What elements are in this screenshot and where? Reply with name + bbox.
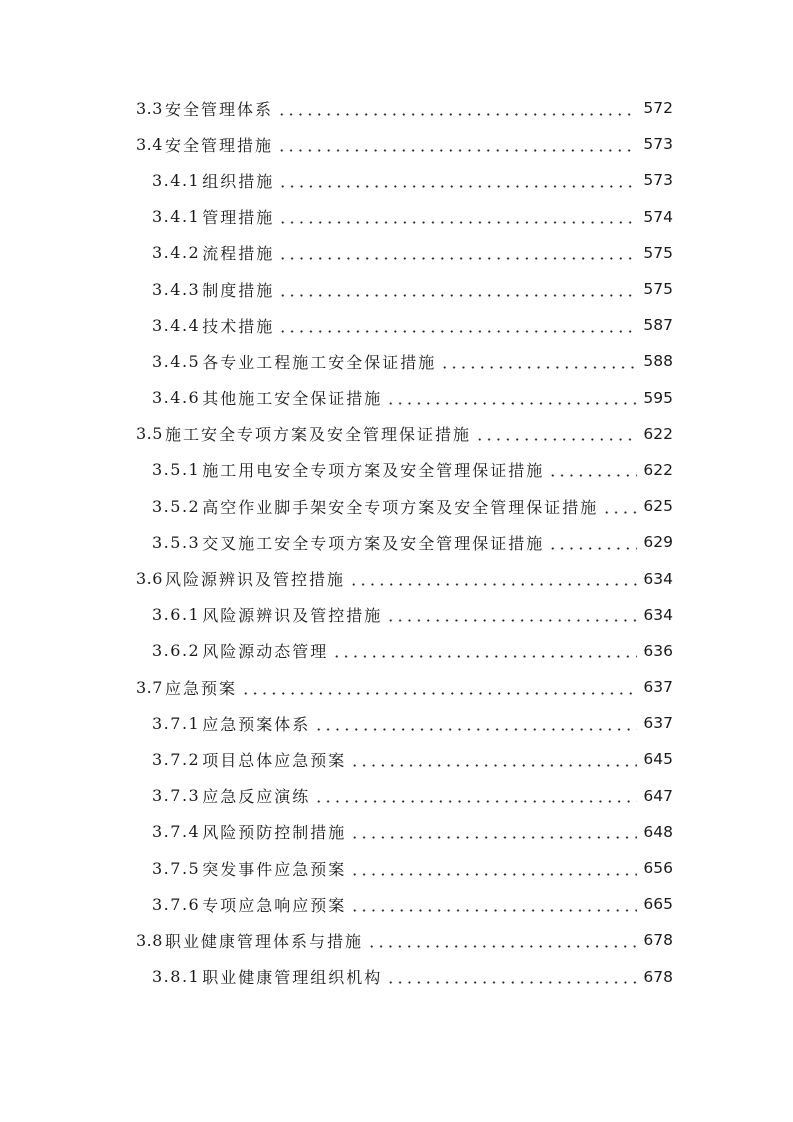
toc-entry-title: 风险源动态管理	[202, 642, 329, 662]
dot-leader	[386, 607, 637, 623]
toc-entry-title: 应急预案体系	[202, 714, 311, 734]
toc-entry-number: 3.5.3	[152, 532, 201, 552]
toc-entry-number: 3.6	[136, 569, 163, 589]
dot-leader	[278, 281, 637, 297]
toc-entry-number: 3.5.2	[152, 496, 201, 516]
toc-entry-page-number: 575	[643, 280, 673, 299]
dot-leader	[278, 209, 637, 225]
toc-entry-page-number: 637	[643, 678, 673, 697]
toc-entry[interactable]	[0, 199, 793, 235]
toc-entry[interactable]	[0, 271, 793, 307]
toc-entry-number: 3.7	[136, 677, 163, 697]
toc-entry-title: 风险源辨识及管控措施	[202, 606, 383, 626]
toc-entry[interactable]	[0, 162, 793, 198]
toc-entry[interactable]	[0, 560, 793, 596]
toc-entry-title: 安全管理体系	[164, 99, 273, 119]
dot-leader	[277, 100, 637, 116]
toc-entry-page-number: 595	[643, 388, 673, 407]
toc-entry-page-number: 637	[643, 714, 673, 733]
toc-entry-page-number: 573	[643, 171, 673, 190]
dot-leader	[350, 824, 637, 840]
dot-leader	[386, 390, 637, 406]
dot-leader	[548, 534, 637, 550]
toc-entry[interactable]	[0, 488, 793, 524]
toc-entry[interactable]	[0, 886, 793, 922]
toc-entry[interactable]	[0, 126, 793, 162]
toc-entry-number: 3.4.6	[152, 388, 201, 408]
toc-entry-page-number: 622	[643, 424, 673, 443]
dot-leader	[475, 426, 637, 442]
toc-entry-page-number: 636	[643, 641, 673, 660]
toc-entry-number: 3.6.2	[152, 641, 201, 661]
toc-entry-page-number: 647	[643, 786, 673, 805]
toc-entry-number: 3.8	[136, 930, 163, 950]
dot-leader	[350, 751, 637, 767]
toc-entry-number: 3.8.1	[152, 967, 201, 987]
toc-entry-title: 应急预案	[164, 678, 237, 698]
dot-leader	[386, 969, 637, 985]
toc-entry-title: 专项应急响应预案	[202, 895, 347, 915]
dot-leader	[440, 353, 637, 369]
toc-entry-number: 3.4.1	[152, 170, 201, 190]
toc-entry-title: 风险源辨识及管控措施	[164, 570, 345, 590]
dot-leader	[349, 571, 637, 587]
dot-leader	[548, 462, 637, 478]
toc-entry-number: 3.7.4	[152, 822, 201, 842]
dot-leader	[332, 643, 637, 659]
toc-entry-title: 高空作业脚手架安全专项方案及安全管理保证措施	[202, 497, 599, 517]
toc-entry[interactable]	[0, 705, 793, 741]
toc-entry[interactable]	[0, 90, 793, 126]
toc-entry-page-number: 572	[643, 99, 673, 118]
toc-entry-title: 突发事件应急预案	[202, 859, 347, 879]
toc-entry-page-number: 588	[643, 352, 673, 371]
dot-leader	[314, 715, 637, 731]
toc-entry-number: 3.7.2	[152, 749, 201, 769]
toc-entry-title: 技术措施	[202, 316, 275, 336]
toc-entry-page-number: 678	[643, 931, 673, 950]
dot-leader	[278, 172, 637, 188]
toc-entry-number: 3.4.2	[152, 243, 201, 263]
toc-entry[interactable]	[0, 922, 793, 958]
toc-entry-number: 3.7.1	[152, 713, 201, 733]
dot-leader	[350, 860, 637, 876]
toc-entry-title: 风险预防控制措施	[202, 823, 347, 843]
toc-entry-number: 3.4	[136, 134, 163, 154]
toc-entry-page-number: 587	[643, 316, 673, 335]
dot-leader	[278, 245, 637, 261]
toc-entry[interactable]	[0, 959, 793, 995]
toc-entry[interactable]	[0, 597, 793, 633]
toc-entry[interactable]	[0, 669, 793, 705]
toc-entry-number: 3.7.5	[152, 858, 201, 878]
toc-entry-number: 3.7.6	[152, 894, 201, 914]
toc-entry-title: 交叉施工安全专项方案及安全管理保证措施	[202, 533, 545, 553]
toc-entry-title: 流程措施	[202, 244, 275, 264]
toc-entry[interactable]	[0, 850, 793, 886]
toc-entry[interactable]	[0, 452, 793, 488]
toc-entry-page-number: 648	[643, 822, 673, 841]
toc-entry-title: 项目总体应急预案	[202, 750, 347, 770]
toc-entry-page-number: 574	[643, 207, 673, 226]
toc-entry-number: 3.4.1	[152, 207, 201, 227]
toc-entry-title: 管理措施	[202, 208, 275, 228]
toc-entry-page-number: 665	[643, 895, 673, 914]
table-of-contents	[0, 90, 793, 995]
toc-entry[interactable]	[0, 380, 793, 416]
toc-entry[interactable]	[0, 741, 793, 777]
toc-entry[interactable]	[0, 633, 793, 669]
toc-entry-page-number: 629	[643, 533, 673, 552]
toc-entry[interactable]	[0, 778, 793, 814]
toc-entry-page-number: 575	[643, 243, 673, 262]
toc-entry-title: 施工用电安全专项方案及安全管理保证措施	[202, 461, 545, 481]
dot-leader	[277, 136, 637, 152]
toc-entry[interactable]	[0, 524, 793, 560]
toc-entry-page-number: 645	[643, 750, 673, 769]
dot-leader	[314, 788, 637, 804]
toc-entry-number: 3.5.1	[152, 460, 201, 480]
dot-leader	[367, 932, 637, 948]
toc-entry-page-number: 656	[643, 859, 673, 878]
dot-leader	[602, 498, 637, 514]
toc-entry-title: 其他施工安全保证措施	[202, 389, 383, 409]
toc-entry-page-number: 634	[643, 569, 673, 588]
toc-entry-page-number: 573	[643, 135, 673, 154]
toc-entry-number: 3.5	[136, 424, 163, 444]
toc-entry[interactable]	[0, 814, 793, 850]
toc-entry-title: 应急反应演练	[202, 787, 311, 807]
toc-entry-title: 组织措施	[202, 171, 275, 191]
toc-entry-page-number: 634	[643, 605, 673, 624]
toc-entry-title: 制度措施	[202, 280, 275, 300]
toc-entry[interactable]	[0, 343, 793, 379]
toc-entry-title: 安全管理措施	[164, 135, 273, 155]
toc-entry-number: 3.4.5	[152, 351, 201, 371]
toc-entry-title: 职业健康管理体系与措施	[164, 931, 363, 951]
toc-entry-title: 职业健康管理组织机构	[202, 968, 383, 988]
toc-entry-number: 3.4.3	[152, 279, 201, 299]
toc-entry-page-number: 678	[643, 967, 673, 986]
toc-entry-number: 3.3	[136, 98, 163, 118]
toc-entry-number: 3.6.1	[152, 605, 201, 625]
dot-leader	[350, 896, 637, 912]
toc-entry[interactable]	[0, 235, 793, 271]
toc-entry-number: 3.7.3	[152, 786, 201, 806]
toc-entry-page-number: 622	[643, 460, 673, 479]
toc-entry-page-number: 625	[643, 497, 673, 516]
toc-entry[interactable]	[0, 307, 793, 343]
toc-entry-title: 施工安全专项方案及安全管理保证措施	[164, 425, 471, 445]
toc-entry[interactable]	[0, 416, 793, 452]
toc-entry-title: 各专业工程施工安全保证措施	[202, 352, 437, 372]
dot-leader	[241, 679, 637, 695]
toc-entry-number: 3.4.4	[152, 315, 201, 335]
dot-leader	[278, 317, 637, 333]
